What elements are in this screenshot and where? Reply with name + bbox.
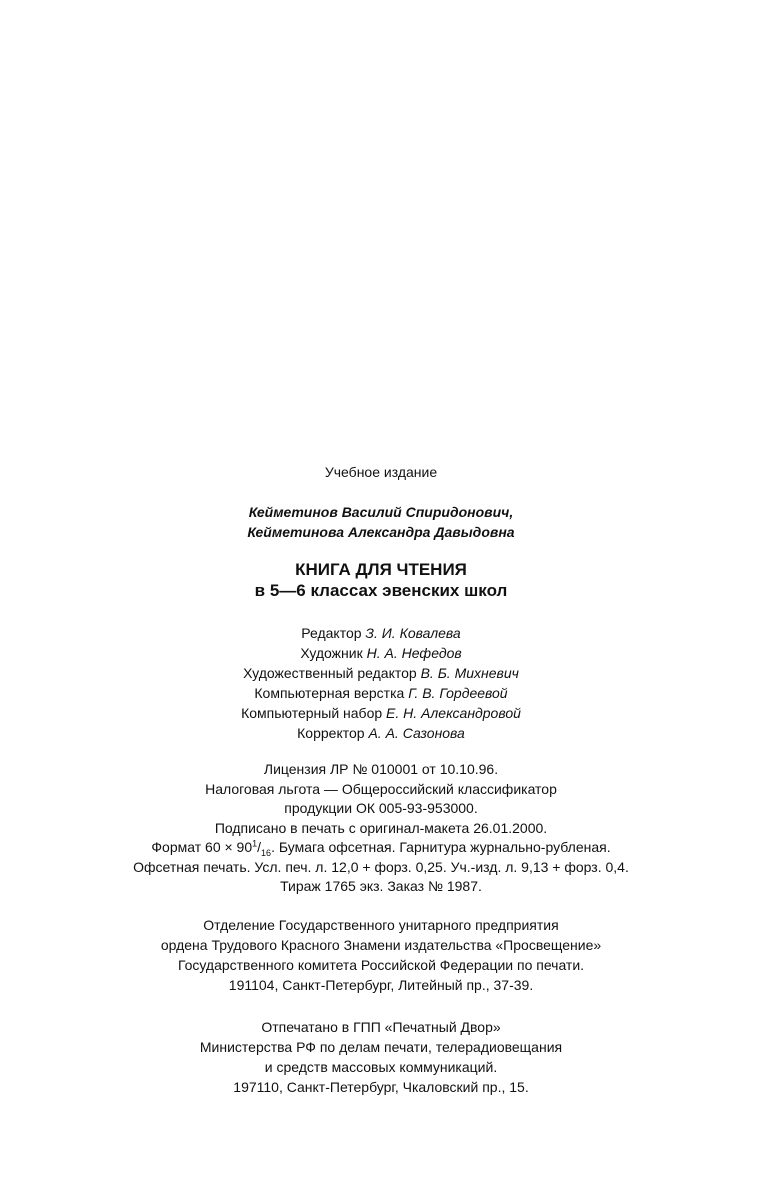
printer-line-2: Министерства РФ по делам печати, телерадиовещания	[199, 1039, 563, 1055]
publisher-block	[0, 915, 762, 995]
tax-line-1: Налоговая льгота — Общероссийский классификатор	[205, 780, 557, 797]
credit-role: Художественный редактор	[243, 665, 417, 681]
publisher-line-4: 191104, Санкт-Петербург, Литейный пр., 37-39.	[228, 977, 534, 993]
edition-type	[0, 463, 762, 481]
credits-block	[0, 623, 762, 743]
credit-line-art-editor	[0, 663, 762, 683]
signed-line: Подписано в печать с оригинал-макета 26.01.2000.	[214, 819, 548, 836]
credit-line-layout	[0, 683, 762, 703]
credit-name: Н. А. Нефедов	[366, 645, 462, 661]
format-suffix: . Бумага офсетная. Гарнитура журнально-рубленая.	[271, 839, 611, 855]
credit-role: Редактор	[301, 625, 362, 641]
printer-line-4: 197110, Санкт-Петербург, Чкаловский пр., 15.	[233, 1079, 529, 1095]
authors-block	[0, 502, 762, 542]
printer-line-3: и средств массовых коммуникаций.	[264, 1059, 498, 1075]
book-title-main: КНИГА ДЛЯ ЧТЕНИЯ	[295, 560, 467, 579]
credit-role: Компьютерная верстка	[254, 685, 405, 701]
credit-name: А. А. Сазонова	[368, 725, 465, 741]
printer-line-1: Отпечатано в ГПП «Печатный Двор»	[261, 1019, 501, 1035]
credit-name: Г. В. Гордеевой	[408, 685, 508, 701]
publisher-line-3: Государственного комитета Российской Федерации по печати.	[177, 957, 585, 973]
credit-name: В. Б. Михневич	[420, 665, 519, 681]
author-2: Кейметинова Александра Давыдовна	[247, 524, 515, 540]
book-title	[0, 559, 762, 601]
credit-name: Е. Н. Александровой	[386, 705, 521, 721]
printer-block	[0, 1017, 762, 1097]
credit-line-typesetting	[0, 703, 762, 723]
book-title-sub: в 5—6 классах эвенских школ	[254, 581, 508, 600]
print-specs-line: Офсетная печать. Усл. печ. л. 12,0 + форз. 0,25. Уч.-изд. л. 9,13 + форз. 0,4.	[133, 858, 629, 875]
credit-role: Корректор	[297, 725, 365, 741]
tax-line-2: продукции ОК 005-93-953000.	[284, 800, 478, 816]
credit-role: Художник	[300, 645, 363, 661]
credit-role: Компьютерный набор	[241, 705, 383, 721]
credit-line-proofreader	[0, 723, 762, 743]
format-sub: 16	[261, 847, 272, 858]
imprint-block	[0, 760, 762, 897]
format-line	[0, 838, 762, 858]
format-prefix: Формат 60 × 90	[151, 839, 253, 855]
publisher-line-1: Отделение Государственного унитарного предприятия	[203, 917, 559, 933]
format-slash: /	[257, 839, 262, 855]
credit-line-artist	[0, 643, 762, 663]
publisher-line-2: ордена Трудового Красного Знамени издательства «Просвещение»	[160, 937, 602, 953]
author-1: Кейметинов Василий Спиридонович,	[248, 504, 514, 520]
format-sup: 1	[252, 838, 258, 849]
license-line: Лицензия ЛР № 010001 от 10.10.96.	[263, 761, 499, 777]
edition-type-text: Учебное издание	[324, 464, 438, 480]
run-order-line: Тираж 1765 экз. Заказ № 1987.	[280, 878, 482, 894]
credit-name: З. И. Ковалева	[365, 625, 461, 641]
credit-line-editor	[0, 623, 762, 643]
